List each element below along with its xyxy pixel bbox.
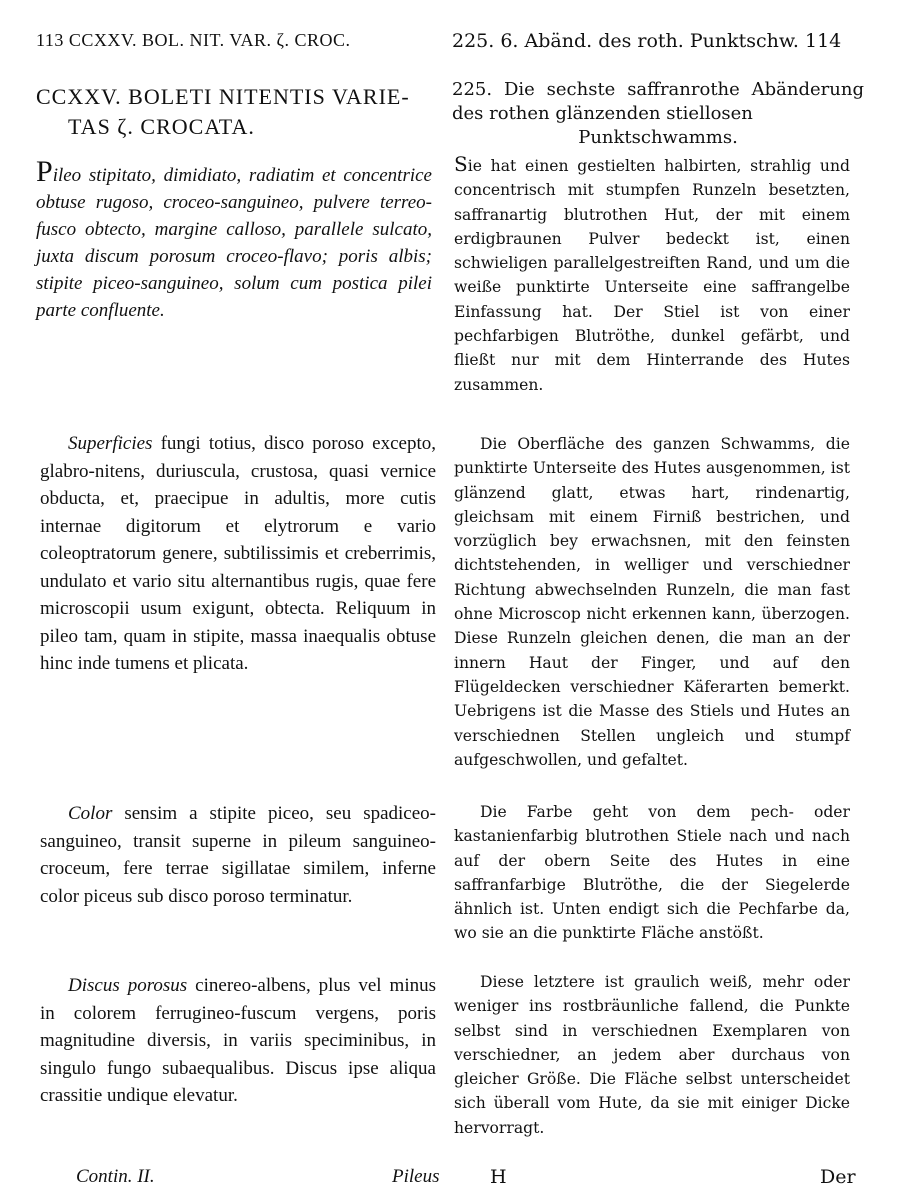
german-paragraph-surface bbox=[454, 432, 850, 772]
catchword-left: Pileus bbox=[392, 1166, 440, 1187]
german-paragraph-color bbox=[454, 800, 850, 946]
latin-chapter-title bbox=[36, 82, 436, 142]
latin-paragraph-superficies bbox=[40, 430, 436, 678]
signature-mark: Contin. II. bbox=[76, 1166, 155, 1187]
german-heading-end: Punktschwamms. bbox=[578, 127, 738, 148]
latin-discus-text: cinereo-albens, plus vel minus in colorem ferrugineo-fuscum vergens, poris magnitudine diversis, in variis speciminibus, in singulo fungo subaequalibus. Discus ipse aliqua crassitie undique elevatur. bbox=[40, 975, 436, 1106]
german-para3-lead: Die Farbe bbox=[480, 803, 573, 821]
sheet-mark: H bbox=[490, 1166, 507, 1188]
latin-diagnosis bbox=[36, 155, 432, 324]
german-chapter-heading bbox=[452, 78, 864, 150]
german-para3-text: geht von dem pech- oder kastanienfarbig blutrothen Stiele nach und nach auf der obern Seite des Hutes in eine saffranfarbige Blutröthe, die der Siegelerde ähnlich ist. Unten endigt sich die Pechfarbe da, wo sie an die punktirte Fläche anstößt. bbox=[454, 803, 850, 943]
latin-paragraph-discus bbox=[40, 972, 436, 1110]
latin-superficies-text: fungi totius, disco poroso excepto, glabro-nitens, duriuscula, crustosa, quasi vernice obducta, et, praecipue in adultis, more cutis internae digitorum et elytrorum e vario coleoptratorum genere, subtilissimis et creberrimis, undulato et vario situ alternantibus rugis, quae fere microscopii usum exigunt, obtecta. Reliquum in pileo tam, quam in stipite, massa inaequalis obtuse hinc inde tumens et plicata. bbox=[40, 433, 436, 674]
german-para2-lead: Die Oberfläche bbox=[480, 435, 605, 453]
latin-diagnosis-text: ileo stipitato, dimidiato, radiatim et concentrice obtuse rugoso, croceo-sanguineo, pulvere terreo-fusco obtecto, margine calloso, parallele sulcato, juxta discum porosum croceo-flavo; poris albis; stipite piceo-sanguineo, solum cum postica pilei parte confluente. bbox=[36, 165, 432, 321]
latin-title-line-1: CCXXV. BOLETI NITENTIS VARIE- bbox=[36, 84, 410, 109]
german-para1-initial: S bbox=[454, 152, 468, 176]
latin-discus-lead: Discus porosus bbox=[68, 975, 188, 996]
running-header-right: 225. 6. Abänd. des roth. Punktschw. 114 bbox=[452, 30, 842, 52]
german-para1-text: ie hat einen gestielten halbirten, strahlig und concentrisch mit stumpfen Runzeln besetzten, saffranartig blutrothen Hut, der mit einem erdigbraunen Pulver bedeckt ist, einen schwieligen parallelgestreiften Rand, und um die weiße punktirte Unterseite eine saffrangelbe Einfassung hat. Der Stiel ist von einer pechfarbigen Blutröthe, dunkel gefärbt, und fließt nur mit dem Hinterrande des Hutes zusammen. bbox=[454, 157, 850, 394]
latin-superficies-lead: Superficies bbox=[68, 433, 153, 454]
latin-paragraph-color bbox=[40, 800, 436, 910]
latin-title-line-2: TAS ζ. CROCATA. bbox=[68, 114, 255, 139]
german-para2-text: des ganzen Schwamms, die punktirte Unterseite des Hutes ausgenommen, ist glänzend glatt, etwas hart, rindenartig, gleichsam mit einem Firniß bestrichen, und vorzüglich bey erwachsnen, mit den feinsten dichtstehenden, in welliger und verschiedner Richtung abwechselnden Runzeln, die man fast ohne Microscop nicht erkennen kann, überzogen. Diese Runzeln gleichen denen, die man an der innern Haut der Finger, und auf den Flügeldecken verschiedner Käferarten bemerkt. Uebrigens ist die Masse des Stiels und Hutes an verschiednen Stellen ungleich und stumpf aufgeschwollen, und gefaltet. bbox=[454, 435, 851, 769]
running-header-left: 113 CCXXV. BOL. NIT. VAR. ζ. CROC. bbox=[36, 30, 351, 50]
latin-color-lead: Color bbox=[68, 803, 113, 824]
german-heading-lead: 225. Die sechste saffranrothe Abänderung des rothen glänzenden stiellosen bbox=[452, 79, 864, 124]
catchword-right: Der bbox=[820, 1166, 856, 1188]
german-para4-text: Diese letztere ist graulich weiß, mehr oder weniger ins rostbräunliche fallend, die Punkte selbst sind in verschiednen Exemplaren von verschiedner, an jedem aber durchaus von gleicher Größe. Die Fläche selbst unterscheidet sich überall vom Hute, da sie mit einiger Dicke hervorragt. bbox=[454, 973, 850, 1137]
german-paragraph-pores bbox=[454, 970, 850, 1140]
german-paragraph-description bbox=[454, 152, 850, 397]
latin-color-text: sensim a stipite piceo, seu spadiceo-sanguineo, transit superne in pileum sanguineo-croceum, fere terrae sigillatae similem, inferne color piceus sub disco poroso terminatur. bbox=[40, 803, 436, 907]
latin-diagnosis-initial: P bbox=[36, 155, 53, 188]
